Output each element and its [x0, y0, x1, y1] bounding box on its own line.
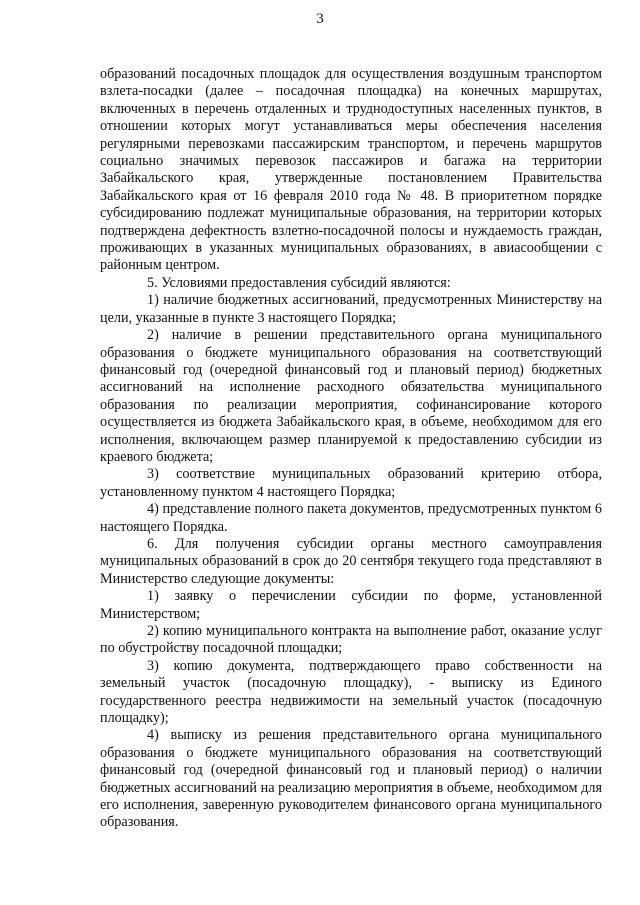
paragraph-item-6-heading: 6. Для получения субсидии органы местного самоуправления муниципальных образований в срок до 20 сентября текущего года представляют в Министерство следующие документы: [100, 535, 602, 587]
paragraph-item-6-4: 4) выписку из решения представительного органа муниципального образования о бюджете муниципального образования на соответствующий финансовый год (очередной финансовый год и плановый период) о наличии бюджетных ассигнований на реализацию мероприятия в объеме, необходимом для его исполнения, заверенную руководителем финансового органа муниципального образования. [100, 727, 602, 831]
paragraph-item-5-2: 2) наличие в решении представительного органа муниципального образования о бюджете муниципального образования на соответствующий финансовый год (очередной финансовый год и плановый период) бюджетных ассигнований на исполнение расходного обязательства муниципального образования по реализации мероприятия, софинансирование которого осуществляется из бюджета Забайкальского края, в объеме, необходимом для его исполнения, включающем размер планируемой к предоставлению субсидии из краевого бюджета; [100, 327, 602, 465]
paragraph-item-5-4: 4) представление полного пакета документов, предусмотренных пунктом 6 настоящего Порядка. [100, 501, 602, 535]
paragraph-item-6-1: 1) заявку о перечислении субсидии по форме, установленной Министерством; [100, 588, 602, 622]
document-body [100, 66, 602, 832]
paragraph-item-5-1: 1) наличие бюджетных ассигнований, предусмотренных Министерству на цели, указанные в пункте 3 настоящего Порядка; [100, 292, 602, 326]
paragraph-continuation: образований посадочных площадок для осуществления воздушным транспортом взлета-посадки (далее – посадочная площадка) на конечных маршрутах, включенных в перечень отдаленных и труднодоступных населенных пунктов, в отношении которых могут устанавливаться меры обеспечения населения регулярными перевозками пассажирским транспортом, и перечень маршрутов социально значимых перевозок пассажиров и багажа на территории Забайкальского края, утвержденные постановлением Правительства Забайкальского края от 16 февраля 2010 года № 48. В приоритетном порядке субсидированию подлежат муниципальные образования, на территории которых подтверждена дефектность взлетно-посадочной полосы и нуждаемость граждан, проживающих в указанных муниципальных образованиях, в авиасообщении с районным центром. [100, 66, 602, 274]
paragraph-item-5-3: 3) соответствие муниципальных образований критерию отбора, установленному пунктом 4 настоящего Порядка; [100, 466, 602, 500]
paragraph-item-6-2: 2) копию муниципального контракта на выполнение работ, оказание услуг по обустройству посадочной площадки; [100, 623, 602, 657]
paragraph-item-5-heading: 5. Условиями предоставления субсидий являются: [147, 274, 451, 291]
page-number: 3 [316, 11, 324, 27]
paragraph-item-6-3: 3) копию документа, подтверждающего право собственности на земельный участок (посадочную площадку), - выписку из Единого государственного реестра недвижимости на земельный участок (посадочную площадку); [100, 657, 602, 727]
